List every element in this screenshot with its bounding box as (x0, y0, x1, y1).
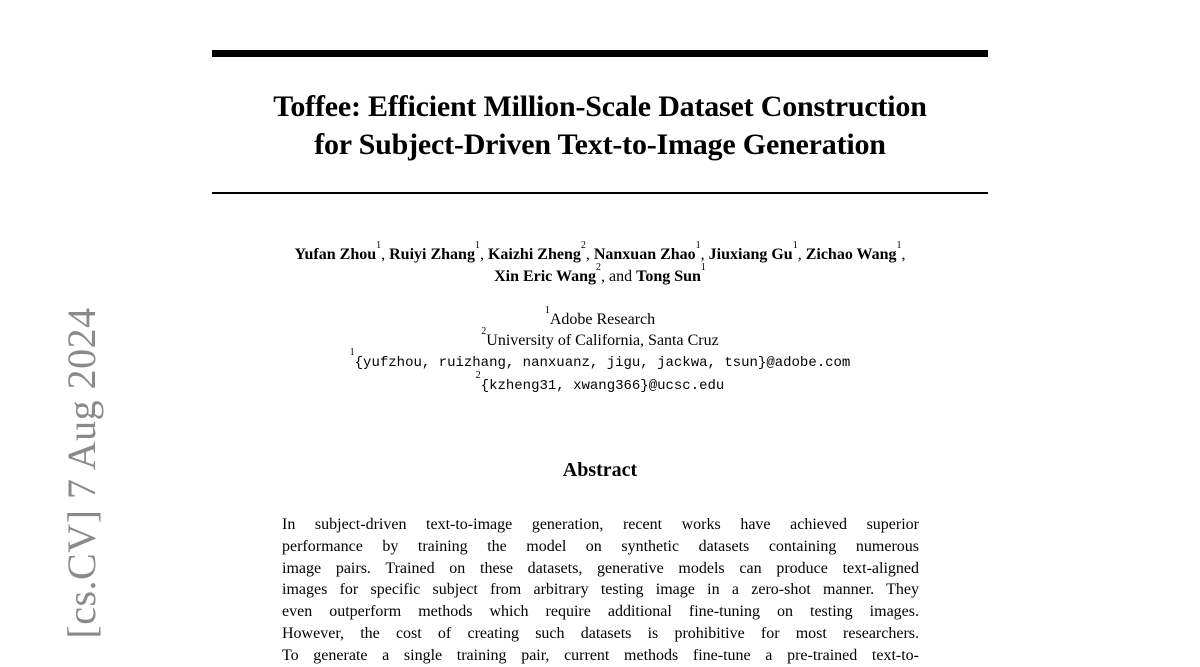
author-separator: , (585, 246, 594, 263)
author-connector: , and (601, 268, 637, 285)
author-affil-mark: 1 (792, 240, 798, 251)
author-affil-mark: 1 (376, 240, 382, 251)
author-name: Yufan Zhou (294, 246, 377, 263)
emails-ucsc (200, 370, 1000, 397)
author-name: Xin Eric Wang (494, 268, 597, 285)
author-separator: , (700, 246, 709, 263)
emails-adobe (200, 347, 1000, 374)
author-line-2 (200, 262, 1000, 288)
author-name: Ruiyi Zhang (389, 246, 475, 263)
affiliations (200, 305, 1000, 397)
author-separator: , (479, 246, 488, 263)
author-affil-mark: 1 (695, 240, 701, 251)
author-name: Nanxuan Zhao (593, 246, 696, 263)
author-affil-mark: 2 (580, 240, 586, 251)
abstract-line: even outperform methods which require additional fine-tuning on testing images. (282, 603, 919, 621)
author-affil-mark: 2 (596, 262, 602, 273)
author-name: Tong Sun (636, 268, 701, 285)
affiliation-ucsc (200, 326, 1000, 351)
author-name: Kaizhi Zheng (487, 246, 581, 263)
author-separator: , (381, 246, 390, 263)
author-affil-mark: 1 (896, 240, 902, 251)
abstract-line: images for specific subject from arbitrary testing image in a zero-shot manner. They (282, 581, 919, 599)
author-affil-mark: 1 (700, 262, 706, 273)
title-rule-bottom (212, 192, 988, 194)
title-line-2: for Subject-Driven Text-to-Image Generation (314, 128, 886, 161)
arxiv-side-stamp: [cs.CV] 7 Aug 2024 (59, 307, 104, 639)
abstract-body (282, 514, 919, 667)
author-list (200, 240, 1000, 288)
affiliation-text: University of California, Santa Cruz (486, 332, 719, 349)
affil-mark: 1 (349, 347, 355, 358)
author-name: Zichao Wang (805, 246, 897, 263)
affil-mark: 2 (475, 370, 481, 381)
abstract-line: However, the cost of creating such datasets is prohibitive for most researchers. (282, 624, 919, 642)
email-list: {kzheng31, xwang366}@ucsc.edu (480, 378, 725, 394)
title-rule-top (212, 50, 988, 57)
abstract-line: performance by training the model on synthetic datasets containing numerous (282, 537, 919, 555)
abstract-line: In subject-driven text-to-image generation, recent works have achieved superior (282, 516, 919, 533)
author-separator: , (797, 246, 806, 263)
affiliation-text: Adobe Research (549, 311, 656, 328)
author-affil-mark: 1 (474, 240, 480, 251)
title-line-1: Toffee: Efficient Million-Scale Dataset Construction (273, 90, 927, 123)
abstract-line: image pairs. Trained on these datasets, generative models can produce text-aligned (282, 559, 919, 577)
affil-mark: 1 (544, 305, 550, 316)
abstract-line: To generate a single training pair, current methods fine-tune a pre-trained text-to- (282, 646, 919, 664)
affil-mark: 2 (481, 326, 487, 337)
email-list: {yufzhou, ruizhang, nanxuanz, jigu, jackwa, tsun}@adobe.com (354, 355, 851, 371)
paper-title (212, 88, 988, 164)
author-separator: , (901, 246, 906, 263)
author-name: Jiuxiang Gu (708, 246, 793, 263)
affiliation-adobe (200, 305, 1000, 330)
abstract-heading: Abstract (562, 459, 638, 481)
